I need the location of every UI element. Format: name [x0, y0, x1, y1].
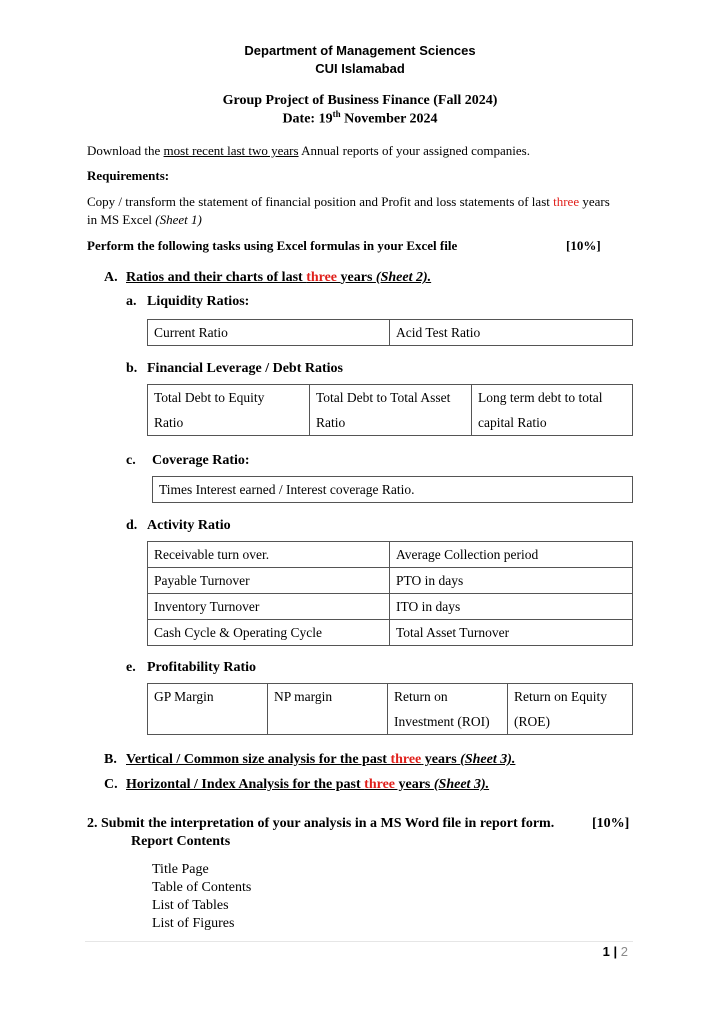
- perform-tasks: Perform the following tasks using Excel formulas in your Excel file: [87, 238, 458, 253]
- report-item: Title Page: [152, 862, 209, 877]
- profitability-cell: [508, 684, 633, 735]
- leverage-cell: [148, 385, 310, 436]
- liquidity-cell: Acid Test Ratio: [390, 320, 633, 346]
- section-c-three: three: [364, 777, 395, 792]
- profitability-label: e.: [126, 660, 136, 675]
- cell-line: Total Debt to Total Asset: [316, 390, 451, 405]
- profitability-table: [147, 683, 633, 735]
- download-instruction: [87, 143, 530, 159]
- cell-line: capital Ratio: [478, 415, 547, 430]
- table-row: [153, 477, 633, 503]
- page-current: 1: [602, 944, 610, 959]
- cell-line: Ratio: [316, 415, 346, 430]
- coverage-label: c.: [126, 453, 136, 468]
- cell-line: (ROE): [514, 714, 550, 729]
- leverage-cell: [310, 385, 472, 436]
- section-a-years: years: [340, 270, 376, 285]
- section-c-title: [126, 777, 489, 793]
- profitability-cell: [388, 684, 508, 735]
- section-b-sheet: (Sheet 3).: [460, 752, 516, 767]
- activity-cell: ITO in days: [390, 594, 633, 620]
- section-a-title: [126, 270, 431, 286]
- cell-line: Long term debt to total: [478, 390, 603, 405]
- cell-line: Total Debt to Equity: [154, 390, 265, 405]
- activity-label: d.: [126, 518, 138, 533]
- activity-table: [147, 541, 633, 646]
- copy-sheet: (Sheet 1): [155, 212, 202, 227]
- report-item: Table of Contents: [152, 880, 252, 895]
- download-text-end: Annual reports of your assigned companies.: [298, 143, 530, 158]
- copy-three: three: [553, 194, 580, 209]
- profitability-title: Profitability Ratio: [147, 660, 257, 675]
- section-a-three: three: [306, 270, 341, 285]
- section-c-letter: C.: [104, 777, 118, 792]
- liquidity-table: [147, 319, 633, 346]
- section-c-title-text: Horizontal / Index Analysis for the past: [126, 777, 365, 792]
- report-contents-title: Report Contents: [131, 834, 231, 849]
- project-title: Group Project of Business Finance (Fall 2024): [222, 93, 498, 108]
- activity-cell: Payable Turnover: [148, 568, 390, 594]
- activity-cell: PTO in days: [390, 568, 633, 594]
- date-sup: th: [332, 109, 341, 119]
- activity-cell: Cash Cycle & Operating Cycle: [148, 620, 390, 646]
- section-b-title-text: Vertical / Common size analysis for the past: [126, 752, 391, 767]
- table-row: [148, 542, 633, 568]
- coverage-cell: Times Interest earned / Interest coverage Ratio.: [153, 477, 633, 503]
- report-item: List of Figures: [152, 916, 235, 931]
- table-row: [148, 594, 633, 620]
- project-date: [0, 109, 720, 128]
- liquidity-cell: Current Ratio: [148, 320, 390, 346]
- leverage-label: b.: [126, 361, 138, 376]
- leverage-table: [147, 384, 633, 436]
- activity-cell: Total Asset Turnover: [390, 620, 633, 646]
- perform-percentage: [10%]: [566, 238, 601, 253]
- section-b-title: [126, 752, 515, 768]
- copy-instruction-line1: [87, 194, 610, 210]
- activity-cell: Average Collection period: [390, 542, 633, 568]
- department-title: Department of Management Sciences: [244, 43, 476, 58]
- table-row: [148, 620, 633, 646]
- section-a-title-text: Ratios and their charts of last: [126, 270, 307, 285]
- section-c-years: years: [395, 777, 434, 792]
- footer-divider: [85, 941, 633, 942]
- cell-line: Ratio: [154, 415, 184, 430]
- coverage-table: [152, 476, 633, 503]
- section-b-three: three: [390, 752, 422, 767]
- leverage-title: Financial Leverage / Debt Ratios: [147, 361, 343, 376]
- section-c-sheet: (Sheet 3).: [433, 777, 490, 792]
- coverage-title: Coverage Ratio:: [152, 453, 250, 468]
- profitability-cell: [148, 684, 268, 735]
- table-row: [148, 320, 633, 346]
- cell-line: GP Margin: [154, 689, 214, 704]
- date-prefix: Date: 19: [282, 111, 333, 127]
- cell-line: NP margin: [274, 689, 333, 704]
- activity-cell: Receivable turn over.: [148, 542, 390, 568]
- leverage-cell: [472, 385, 633, 436]
- requirements-label: Requirements:: [87, 168, 170, 183]
- table-row: [148, 568, 633, 594]
- download-underlined: most recent last two years: [163, 143, 299, 158]
- section-a-sheet: (Sheet 2).: [375, 270, 432, 285]
- page-number: [603, 944, 628, 959]
- activity-cell: Inventory Turnover: [148, 594, 390, 620]
- cell-line: Return on: [394, 689, 448, 704]
- task2-title: 2. Submit the interpretation of your analysis in a MS Word file in report form.: [87, 816, 555, 831]
- cell-line: Return on Equity: [514, 689, 607, 704]
- liquidity-title: Liquidity Ratios:: [147, 294, 250, 309]
- section-b-years: years: [421, 752, 461, 767]
- table-row: [148, 684, 633, 735]
- copy-instruction-line2: [87, 212, 202, 228]
- page-separator: |: [613, 944, 618, 959]
- section-b-letter: B.: [104, 752, 117, 767]
- page-total: 2: [620, 944, 628, 959]
- date-suffix: November 2024: [340, 111, 438, 127]
- activity-title: Activity Ratio: [147, 518, 231, 533]
- copy-excel: in MS Excel: [87, 212, 156, 227]
- campus-title: CUI Islamabad: [315, 61, 405, 76]
- download-text: Download the: [87, 143, 164, 158]
- section-a-letter: A.: [104, 270, 118, 285]
- report-item: List of Tables: [152, 898, 229, 913]
- cell-line: Investment (ROI): [394, 714, 490, 729]
- profitability-cell: [268, 684, 388, 735]
- liquidity-label: a.: [126, 294, 137, 309]
- copy-text: Copy / transform the statement of financial position and Profit and loss statements of last: [87, 194, 554, 209]
- table-row: [148, 385, 633, 436]
- copy-years: years: [579, 194, 610, 209]
- task2-percentage: [10%]: [592, 816, 630, 831]
